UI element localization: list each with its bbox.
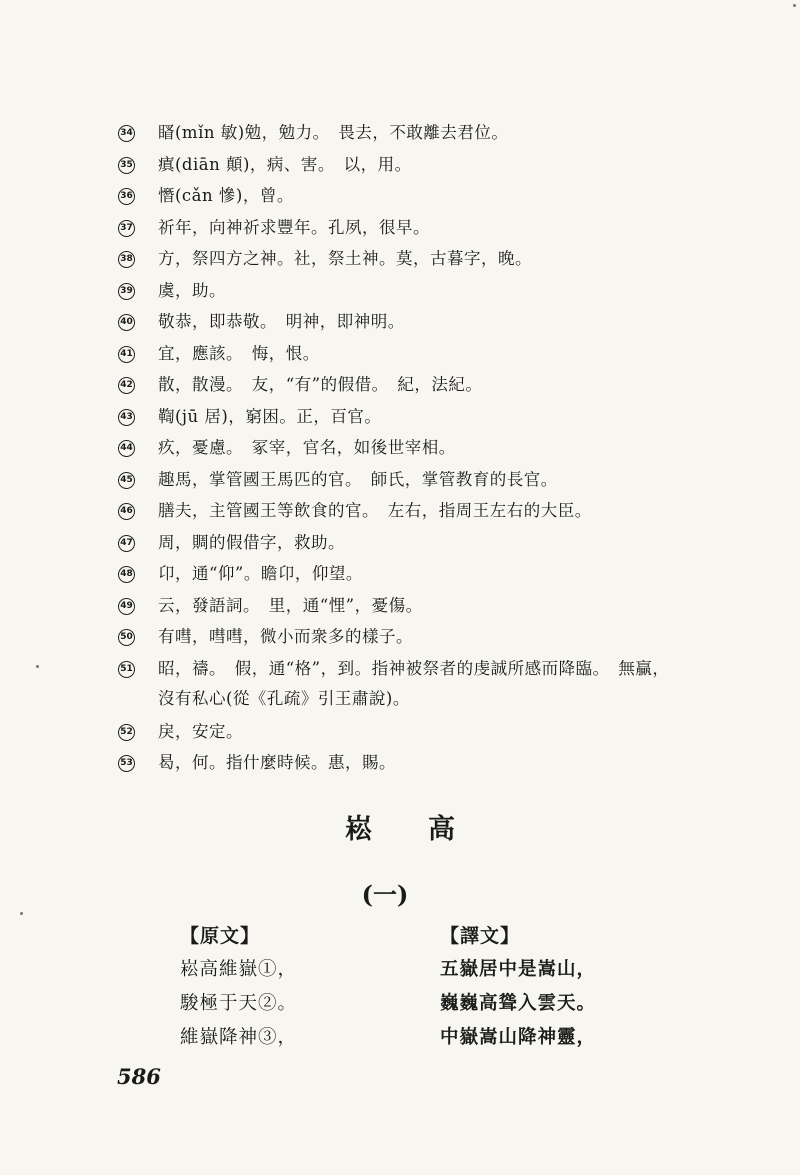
poem-title [0, 807, 800, 846]
translation-line: 五嶽居中是嵩山， [440, 959, 597, 980]
note-number: 37 [118, 220, 135, 237]
note-number: 49 [118, 598, 135, 615]
note-number: 34 [118, 125, 135, 142]
page-number: 586 [117, 1064, 161, 1089]
note-text: 䁊(mǐn 敏)勉，勉力。 畏去，不敢離去君位。 [158, 123, 509, 142]
original-line: 崧高維嶽①， [180, 959, 298, 980]
note-number: 35 [118, 157, 135, 174]
scan-speck [36, 665, 39, 668]
scan-speck [20, 912, 23, 915]
note-number: 39 [118, 283, 135, 300]
note-text: 戾，安定。 [158, 722, 243, 741]
note-number: 50 [118, 629, 135, 646]
translation-line: 巍巍高聳入雲天。 [440, 993, 597, 1014]
note-text: 宜，應該。 悔，恨。 [158, 344, 320, 363]
note-text: 敬恭，即恭敬。 明神，即神明。 [158, 312, 405, 331]
translation-header: 【譯文】 [440, 925, 521, 947]
note-number: 41 [118, 346, 135, 363]
note-text: 方，祭四方之神。社，祭土神。莫，古暮字，晚。 [158, 249, 532, 268]
original-line: 駿極于天②。 [180, 993, 298, 1014]
note-text: 祈年，向神祈求豐年。孔夙，很早。 [158, 218, 430, 237]
translation-column [440, 919, 596, 1055]
note-number: 46 [118, 503, 135, 520]
note-number: 53 [118, 755, 135, 772]
note-text: 散，散漫。 友，“有”的假借。 紀，法紀。 [158, 375, 483, 394]
note-text: 有嘒，嘒嘒，微小而衆多的樣子。 [158, 627, 413, 646]
note-number: 38 [118, 251, 135, 268]
note-text: 卬，通“仰”。瞻卬，仰望。 [158, 564, 363, 583]
note-text-continuation: 沒有私心(從《孔疏》引王肅說)。 [158, 689, 410, 708]
note-number: 42 [118, 377, 135, 394]
note-number: 52 [118, 724, 135, 741]
note-text: 膳夫，主管國王等飲食的官。 左右，指周王左右的大臣。 [158, 501, 592, 520]
section-label: (一) [361, 880, 409, 909]
note-text: 憯(cǎn 慘)，曾。 [158, 186, 294, 205]
note-text: 鞫(jū 居)，窮困。正，百官。 [158, 407, 382, 426]
original-header: 【原文】 [180, 925, 261, 947]
note-number: 51 [118, 661, 135, 678]
note-number: 47 [118, 535, 135, 552]
note-text: 疚，憂慮。 冢宰，官名，如後世宰相。 [158, 438, 456, 457]
translation-line: 中嶽嵩山降神靈， [440, 1027, 597, 1048]
note-text: 瘨(diān 顛)，病、害。 以，用。 [158, 155, 412, 174]
note-number: 43 [118, 409, 135, 426]
poem-title-char: 高 [428, 814, 455, 845]
original-line: 維嶽降神③， [180, 1027, 298, 1048]
note-number: 45 [118, 472, 135, 489]
note-text: 云，發語詞。 里，通“悝”，憂傷。 [158, 596, 423, 615]
note-number: 48 [118, 566, 135, 583]
scan-speck [793, 4, 796, 7]
note-text: 虞，助。 [158, 281, 226, 300]
note-text: 昭，禱。 假，通“格”，到。指神被祭者的虔誠所感而降臨。 無贏， [158, 659, 670, 678]
poem-title-char: 崧 [345, 814, 372, 845]
note-text: 周，賙的假借字，救助。 [158, 533, 345, 552]
note-number: 44 [118, 440, 135, 457]
original-text-column [180, 919, 297, 1055]
note-number: 40 [118, 314, 135, 331]
note-number: 36 [118, 188, 135, 205]
note-text: 趣馬，掌管國王馬匹的官。 師氏，掌管教育的長官。 [158, 470, 558, 489]
note-text: 曷，何。指什麼時候。惠，賜。 [158, 753, 396, 772]
